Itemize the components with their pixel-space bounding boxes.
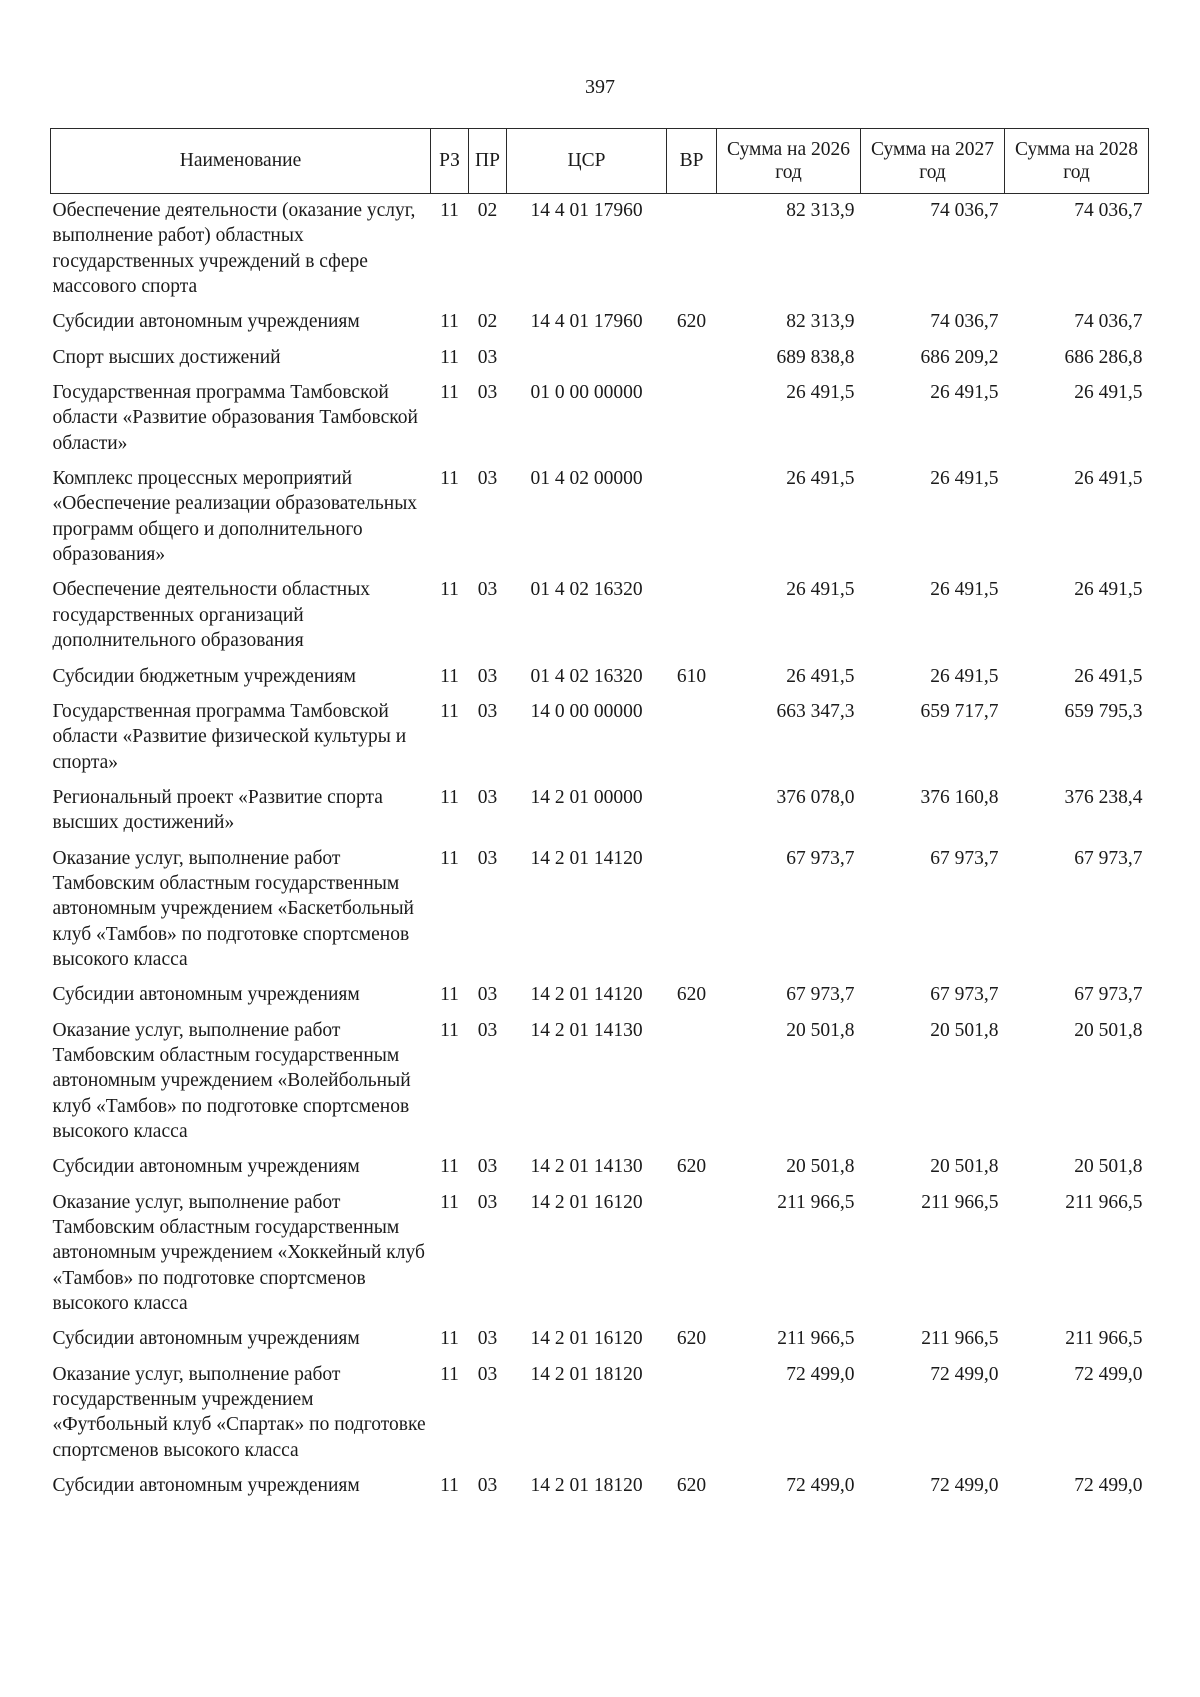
header-sum-2026: Сумма на 2026 год [717, 129, 861, 194]
header-name: Наименование [51, 129, 431, 194]
row-rz: 11 [440, 382, 459, 404]
row-sum-2026: 67 973,7 [786, 847, 855, 869]
row-vr: 620 [676, 1328, 707, 1350]
table-row [51, 781, 1149, 842]
row-sum-2028: 211 966,5 [1065, 1328, 1143, 1350]
row-sum-2027: 376 160,8 [920, 786, 999, 808]
row-vr [667, 573, 717, 659]
header-row [51, 129, 1149, 194]
row-sum-2028: 67 973,7 [1074, 984, 1143, 1006]
row-vr: 620 [676, 984, 707, 1006]
row-rz: 11 [440, 579, 459, 601]
row-csr: 14 4 01 17960 [530, 311, 643, 333]
row-sum-2026: 211 966,5 [777, 1191, 855, 1213]
row-sum-2028: 74 036,7 [1074, 311, 1143, 333]
row-vr: 620 [676, 311, 707, 333]
row-csr: 14 2 01 18120 [530, 1475, 643, 1497]
row-vr [667, 462, 717, 573]
row-sum-2026: 82 313,9 [786, 200, 855, 221]
row-sum-2028: 211 966,5 [1065, 1191, 1143, 1213]
table-row [51, 842, 1149, 979]
table-row [51, 462, 1149, 573]
row-pr: 03 [477, 847, 498, 869]
table-row [51, 573, 1149, 659]
row-pr: 03 [477, 468, 498, 490]
row-sum-2026: 26 491,5 [786, 382, 855, 404]
row-sum-2028: 20 501,8 [1074, 1156, 1143, 1178]
row-name: Государственная программа Тамбовской области «Развитие образования Тамбовской области» [52, 382, 418, 454]
row-sum-2026: 82 313,9 [786, 311, 855, 333]
row-sum-2026: 20 501,8 [786, 1019, 855, 1041]
row-vr: 620 [676, 1475, 707, 1497]
row-csr: 01 0 00 00000 [530, 382, 643, 404]
row-pr: 03 [477, 1019, 498, 1041]
row-rz: 11 [440, 847, 459, 869]
row-sum-2028: 26 491,5 [1074, 665, 1143, 687]
row-name: Региональный проект «Развитие спорта высших достижений» [52, 786, 383, 834]
table-row [51, 660, 1149, 695]
table-row [51, 1150, 1149, 1185]
row-csr: 01 4 02 16320 [530, 665, 643, 687]
row-sum-2027: 74 036,7 [930, 311, 999, 333]
row-sum-2026: 26 491,5 [786, 665, 855, 687]
row-rz: 11 [440, 346, 459, 368]
row-vr [667, 1014, 717, 1151]
row-name: Оказание услуг, выполнение работ государственным учреждением «Футбольный клуб «Спартак» по подготовке спортсменов высокого класса [52, 1363, 426, 1461]
row-sum-2028: 686 286,8 [1064, 346, 1143, 368]
row-name: Субсидии автономным учреждениям [52, 1475, 360, 1497]
row-rz: 11 [440, 984, 459, 1006]
row-sum-2026: 211 966,5 [777, 1328, 855, 1350]
table-body [51, 194, 1149, 1505]
row-rz: 11 [440, 786, 459, 808]
row-sum-2027: 74 036,7 [930, 200, 999, 221]
row-name: Субсидии автономным учреждениям [52, 311, 360, 333]
row-pr: 03 [477, 1328, 498, 1350]
row-name: Субсидии автономным учреждениям [52, 1156, 360, 1178]
row-name: Спорт высших достижений [52, 346, 281, 368]
row-rz: 11 [440, 1191, 459, 1213]
row-sum-2028: 20 501,8 [1074, 1019, 1143, 1041]
row-sum-2028: 376 238,4 [1064, 786, 1143, 808]
row-vr [667, 341, 717, 376]
row-name: Субсидии автономным учреждениям [52, 984, 360, 1006]
row-pr: 03 [477, 786, 498, 808]
row-name: Оказание услуг, выполнение работ Тамбовским областным государственным автономным учреждением «Волейбольный клуб «Тамбов» по подготовке спортсменов высокого класса [52, 1019, 411, 1142]
row-sum-2026: 376 078,0 [776, 786, 855, 808]
header-csr: ЦСР [507, 129, 667, 194]
row-sum-2026: 689 838,8 [776, 346, 855, 368]
table-row [51, 376, 1149, 462]
row-rz: 11 [440, 1363, 459, 1385]
row-csr: 01 4 02 16320 [530, 579, 643, 601]
row-sum-2027: 72 499,0 [930, 1475, 999, 1497]
row-name: Комплекс процессных мероприятий «Обеспечение реализации образовательных программ общего и дополнительного образования» [52, 468, 418, 566]
row-sum-2027: 211 966,5 [921, 1191, 999, 1213]
row-csr: 14 2 01 16120 [530, 1191, 643, 1213]
row-pr: 03 [477, 1363, 498, 1385]
row-vr [667, 842, 717, 979]
row-rz: 11 [440, 700, 459, 722]
row-rz: 11 [440, 1475, 459, 1497]
row-sum-2027: 72 499,0 [930, 1363, 999, 1385]
table-row [51, 978, 1149, 1013]
row-sum-2028: 26 491,5 [1074, 468, 1143, 490]
row-vr [667, 695, 717, 781]
row-pr: 02 [477, 311, 498, 333]
row-vr [667, 376, 717, 462]
row-rz: 11 [440, 200, 459, 221]
table-row [51, 341, 1149, 376]
row-csr: 14 0 00 00000 [530, 700, 643, 722]
row-sum-2026: 26 491,5 [786, 579, 855, 601]
table-row [51, 1469, 1149, 1504]
row-sum-2028: 659 795,3 [1064, 700, 1143, 722]
row-csr: 14 2 01 14130 [530, 1156, 643, 1178]
header-rz: РЗ [431, 129, 469, 194]
row-sum-2028: 72 499,0 [1074, 1363, 1143, 1385]
row-pr: 03 [477, 984, 498, 1006]
row-sum-2027: 20 501,8 [930, 1156, 999, 1178]
row-sum-2026: 20 501,8 [786, 1156, 855, 1178]
row-csr: 14 2 01 14130 [530, 1019, 643, 1041]
row-rz: 11 [440, 468, 459, 490]
row-sum-2026: 72 499,0 [786, 1363, 855, 1385]
row-sum-2028: 67 973,7 [1074, 847, 1143, 869]
row-name: Оказание услуг, выполнение работ Тамбовским областным государственным автономным учреждением «Хоккейный клуб «Тамбов» по подготовке спортсменов высокого класса [52, 1191, 425, 1315]
row-rz: 11 [440, 1019, 459, 1041]
row-pr: 03 [477, 382, 498, 404]
row-sum-2027: 67 973,7 [930, 847, 999, 869]
row-sum-2027: 26 491,5 [930, 579, 999, 601]
table-row [51, 305, 1149, 340]
row-pr: 03 [477, 1475, 498, 1497]
row-sum-2028: 74 036,7 [1074, 200, 1143, 221]
row-name: Субсидии автономным учреждениям [52, 1328, 360, 1350]
row-name: Государственная программа Тамбовской области «Развитие физической культуры и спорта» [52, 700, 407, 773]
row-sum-2026: 67 973,7 [786, 984, 855, 1006]
row-sum-2028: 26 491,5 [1074, 382, 1143, 404]
budget-table [50, 128, 1149, 1504]
row-csr: 14 2 01 14120 [530, 847, 643, 869]
row-sum-2027: 659 717,7 [920, 700, 999, 722]
row-sum-2028: 72 499,0 [1074, 1475, 1143, 1497]
row-sum-2027: 26 491,5 [930, 382, 999, 404]
row-name: Оказание услуг, выполнение работ Тамбовским областным государственным автономным учреждением «Баскетбольный клуб «Тамбов» по подготовке спортсменов высокого класса [52, 847, 414, 970]
row-rz: 11 [440, 1156, 459, 1178]
row-pr: 03 [477, 665, 498, 687]
row-sum-2027: 686 209,2 [920, 346, 999, 368]
table-row [51, 1014, 1149, 1151]
table-header [51, 129, 1149, 194]
row-pr: 03 [477, 700, 498, 722]
row-vr [667, 1186, 717, 1323]
header-sum-2028: Сумма на 2028 год [1005, 129, 1149, 194]
row-csr [507, 341, 667, 376]
row-name: Субсидии бюджетным учреждениям [52, 665, 356, 687]
row-sum-2027: 67 973,7 [930, 984, 999, 1006]
table-row [51, 194, 1149, 306]
row-sum-2027: 26 491,5 [930, 468, 999, 490]
row-vr [667, 1358, 717, 1469]
row-sum-2027: 211 966,5 [921, 1328, 999, 1350]
row-rz: 11 [440, 311, 459, 333]
row-sum-2026: 663 347,3 [776, 700, 855, 722]
row-rz: 11 [440, 665, 459, 687]
row-csr: 01 4 02 00000 [530, 468, 643, 490]
header-pr: ПР [469, 129, 507, 194]
row-name: Обеспечение деятельности областных государственных организаций дополнительного образования [52, 579, 371, 652]
row-rz: 11 [440, 1328, 459, 1350]
table-row [51, 695, 1149, 781]
row-vr [667, 781, 717, 842]
row-vr [667, 194, 717, 306]
row-csr: 14 2 01 14120 [530, 984, 643, 1006]
table-row [51, 1186, 1149, 1323]
page-number: 397 [585, 76, 615, 98]
header-vr: ВР [667, 129, 717, 194]
row-csr: 14 2 01 16120 [530, 1328, 643, 1350]
row-pr: 02 [477, 200, 498, 221]
row-sum-2026: 72 499,0 [786, 1475, 855, 1497]
row-pr: 03 [477, 1156, 498, 1178]
table-row [51, 1358, 1149, 1469]
row-pr: 03 [477, 1191, 498, 1213]
row-sum-2027: 26 491,5 [930, 665, 999, 687]
row-name: Обеспечение деятельности (оказание услуг, выполнение работ) областных государственных учреждений в сфере массового спорта [52, 200, 416, 298]
row-sum-2027: 20 501,8 [930, 1019, 999, 1041]
row-csr: 14 2 01 00000 [530, 786, 643, 808]
row-sum-2028: 26 491,5 [1074, 579, 1143, 601]
row-vr: 610 [676, 665, 707, 687]
row-sum-2026: 26 491,5 [786, 468, 855, 490]
row-pr: 03 [477, 346, 498, 368]
row-pr: 03 [477, 579, 498, 601]
row-csr: 14 4 01 17960 [530, 200, 643, 221]
header-sum-2027: Сумма на 2027 год [861, 129, 1005, 194]
row-csr: 14 2 01 18120 [530, 1363, 643, 1385]
table-row [51, 1322, 1149, 1357]
row-vr: 620 [676, 1156, 707, 1178]
